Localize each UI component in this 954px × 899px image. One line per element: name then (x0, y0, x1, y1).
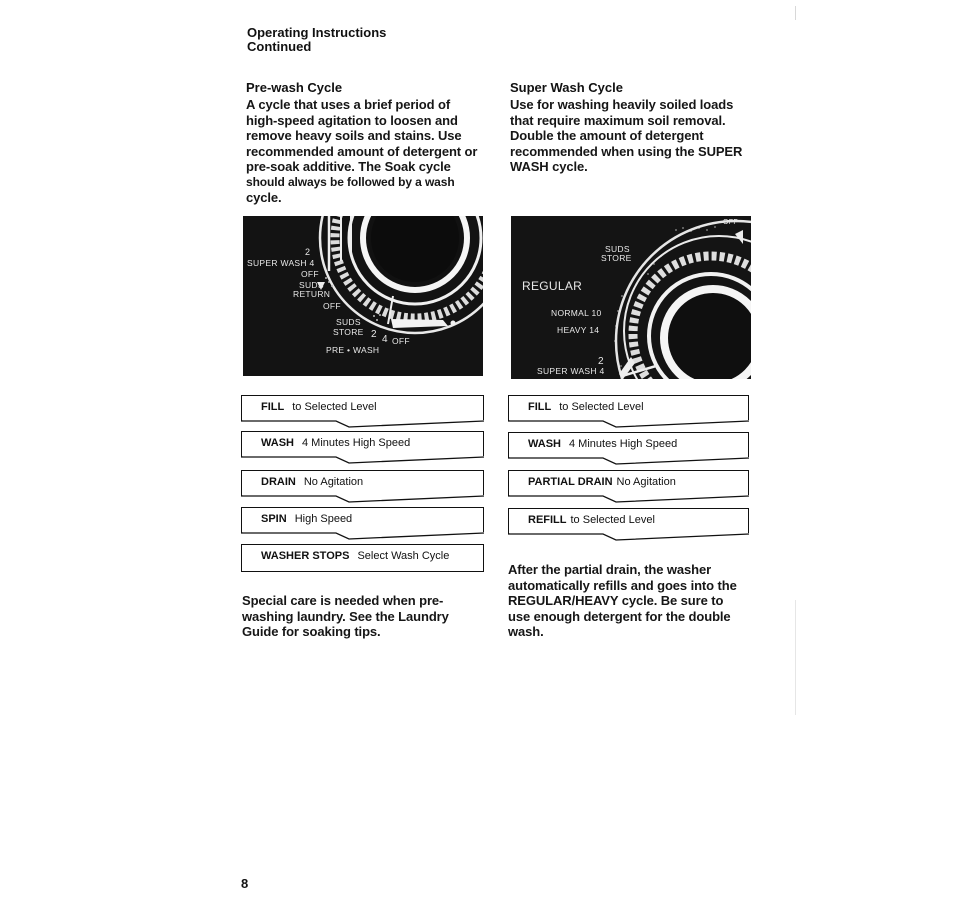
dial-label: SUPER WASH 4 (537, 366, 605, 376)
superwash-line: that require maximum soil removal. (510, 112, 726, 128)
step-name: FILL (528, 401, 552, 413)
prewash-step-spin (241, 507, 484, 532)
dial-label: STORE (601, 253, 632, 263)
step-tab-shape (508, 533, 750, 541)
prewash-description (246, 97, 486, 206)
dial-label: SUDS (605, 244, 630, 254)
dial-label: 2 (371, 329, 377, 340)
prewash-step-wash (241, 431, 484, 456)
step-name: PARTIAL DRAIN (528, 476, 613, 488)
prewash-step-fill (241, 395, 484, 420)
dial-label: SUDS (299, 280, 324, 290)
prewash-line: pre-soak additive. The Soak cycle (246, 159, 451, 174)
dial-label: 2 (598, 356, 604, 367)
step-tab-shape (241, 495, 485, 503)
superwash-footer-line: REGULAR/HEAVY cycle. Be sure to (508, 593, 724, 608)
dial-label: HEAVY 14 (557, 325, 600, 335)
dial-label: REGULAR (522, 279, 583, 293)
superwash-line: Double the amount of detergent (510, 128, 704, 143)
superwash-footer-line: use enough detergent for the double (508, 608, 731, 624)
step-tab-shape (508, 420, 750, 428)
scan-margin-mark (795, 6, 796, 20)
superwash-footer-line: wash. (508, 624, 544, 639)
dial-label: OFF (392, 336, 410, 346)
dial-label: NORMAL 10 (551, 308, 602, 318)
step-name: WASH (261, 437, 294, 449)
step-name: WASHER STOPS (261, 550, 350, 562)
step-desc: 4 Minutes High Speed (302, 437, 411, 449)
step-desc: to Selected Level (570, 514, 655, 526)
dial-label: STORE (333, 327, 364, 337)
superwash-dial-graphic (511, 216, 751, 379)
prewash-line: cycle. (246, 190, 282, 205)
prewash-line: should always be followed by a wash (246, 174, 455, 189)
prewash-step-drain (241, 470, 484, 495)
dial-label: RETURN (293, 289, 331, 299)
superwash-description (510, 97, 755, 175)
dial-label: OFF (323, 301, 341, 311)
superwash-line: recommended when using the SUPER (510, 143, 743, 159)
superwash-dial-photo (511, 216, 751, 379)
dial-label: SUDS (336, 317, 361, 327)
page-number: 8 (241, 876, 249, 891)
prewash-step-washer-stops (241, 544, 484, 572)
step-tab-shape (241, 420, 485, 428)
step-desc: No Agitation (616, 476, 676, 488)
dial-label: 4 (382, 334, 388, 345)
step-desc: 4 Minutes High Speed (569, 438, 678, 450)
superwash-line: WASH cycle. (510, 159, 588, 174)
step-tab-shape (241, 456, 485, 464)
dial-label: SUPER WASH 4 (247, 258, 315, 268)
prewash-dial-photo (243, 216, 483, 376)
step-name: REFILL (528, 514, 567, 526)
step-desc: No Agitation (303, 476, 364, 488)
step-name: FILL (261, 401, 285, 413)
scan-margin-mark (795, 600, 796, 715)
header-title: Operating Instructions (247, 25, 387, 40)
superwash-step-partial-drain (508, 470, 749, 495)
prewash-footer-line: Guide for soaking tips. (242, 624, 381, 639)
dial-label: PRE • WASH (326, 345, 380, 355)
superwash-footer-note (508, 562, 758, 640)
header-subtitle: Continued (247, 39, 312, 54)
step-desc: to Selected Level (292, 401, 377, 413)
prewash-line: recommended amount of detergent or (246, 143, 478, 159)
step-name: WASH (528, 438, 561, 450)
superwash-step-fill (508, 395, 749, 420)
superwash-footer-line: automatically refills and goes into the (508, 577, 737, 593)
superwash-step-refill (508, 508, 749, 533)
step-desc: High Speed (294, 513, 353, 525)
superwash-footer-line: After the partial drain, the washer (508, 562, 712, 577)
step-name: DRAIN (261, 476, 296, 488)
prewash-line: A cycle that uses a brief period of (246, 97, 451, 112)
prewash-line: remove heavy soils and stains. Use (246, 128, 462, 143)
step-desc: Select Wash Cycle (357, 550, 450, 562)
prewash-footer-note (242, 593, 482, 640)
step-name: SPIN (261, 513, 287, 525)
step-desc: to Selected Level (559, 401, 644, 413)
prewash-dial-graphic (243, 216, 483, 376)
dial-label: 2 (305, 247, 311, 257)
step-tab-shape (508, 457, 750, 465)
prewash-footer-line: Special care is needed when pre- (242, 593, 444, 608)
prewash-title: Pre-wash Cycle (246, 80, 343, 95)
step-tab-shape (241, 532, 485, 540)
superwash-title: Super Wash Cycle (510, 80, 623, 95)
superwash-step-wash (508, 432, 749, 457)
dial-label: OFF (723, 219, 738, 226)
prewash-footer-line: washing laundry. See the Laundry (242, 608, 449, 624)
superwash-line: Use for washing heavily soiled loads (510, 97, 734, 112)
section-header (247, 26, 386, 54)
prewash-line: high-speed agitation to loosen and (246, 112, 458, 128)
step-tab-shape (508, 495, 750, 503)
dial-label: OFF (301, 269, 319, 279)
